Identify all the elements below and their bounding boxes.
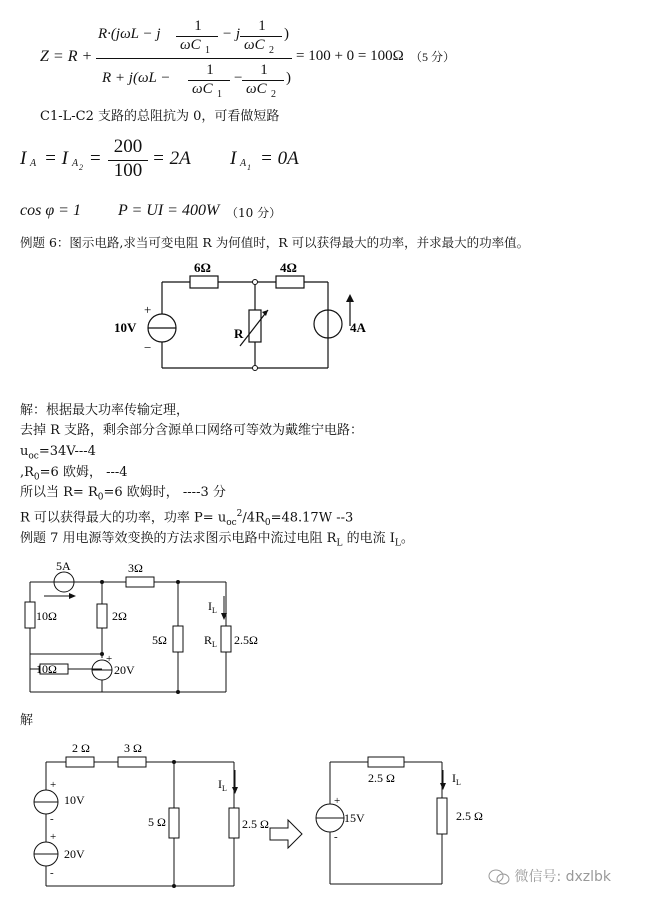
example6-question: 例题 6：图示电路,求当可变电阻 R 为何值时，R 可以获得最大的功率，并求最大的功率值。 <box>20 235 530 250</box>
resistor-6ohm <box>190 276 218 288</box>
current-denominator: 100 <box>113 160 143 181</box>
num-frac1-top: 1 <box>194 18 202 34</box>
label-5a: 5A <box>56 559 71 573</box>
svg-text:5 Ω: 5 Ω <box>148 815 166 829</box>
svg-text:−: − <box>144 340 152 355</box>
label-10ohm-b: 10Ω <box>36 662 57 676</box>
main-fraction-bar <box>96 58 292 59</box>
svg-text:2.5 Ω: 2.5 Ω <box>242 817 269 831</box>
impedance-equation: Z = R + R·(jωL − j 1 ωC 1 − j 1 ωC 2 ) R + j(ωL − 1 ωC 1 − 1 ωC 2 ) = 100 + 0 = 100Ω （5 分） <box>40 18 456 100</box>
label-3ohm: 3Ω <box>128 561 143 575</box>
wechat-icon <box>488 869 510 885</box>
label-20v: 20V <box>114 663 135 677</box>
short-circuit-note: C1-L-C2 支路的总阻抗为 0，可看做短路 <box>40 109 280 124</box>
example7-question: 例题 7 用电源等效变换的方法求图示电路中流过电阻 $R_L$ 的电流 $I_L$。 <box>20 531 414 549</box>
impedance-numerator: R·(jωL − j <box>98 26 161 42</box>
label-4ohm: 4Ω <box>280 260 297 275</box>
resistor-4ohm <box>276 276 304 288</box>
svg-text:+: + <box>334 795 341 807</box>
solution7-label: 解 <box>20 713 34 728</box>
sol-resistor-2.5ohm-series <box>368 757 404 767</box>
solution6-uoc: $u_{oc}=34V---4$ <box>20 444 96 462</box>
svg-text:-: - <box>50 813 54 825</box>
sol-resistor-2ohm <box>66 757 94 767</box>
label-5ohm: 5Ω <box>152 633 167 647</box>
svg-text:IL: $I_L$ <box>218 777 227 793</box>
example6-circuit <box>100 258 400 376</box>
label-2ohm: 2Ω <box>112 609 127 623</box>
sol-label-20v: 20V <box>64 847 85 861</box>
num-frac1-bot: ωC <box>180 37 201 53</box>
watermark: 微信号: dxzlbk <box>488 866 611 886</box>
svg-text:IL: $I_L$ <box>452 771 461 787</box>
current-numerator: 200 <box>113 136 143 157</box>
current-equation: I A = I A 2 = 200 100 = 2A I A 1 = 0A <box>20 136 299 181</box>
current-ia1-result: = 0A <box>260 148 299 169</box>
impedance-lhs: Z = R + <box>40 48 93 65</box>
solution6-r0: $,R_0=6$ 欧姆， ---4 <box>20 465 128 483</box>
impedance-denominator: R + j(ωL − <box>102 70 171 86</box>
label-2.5ohm: 2.5Ω <box>234 633 258 647</box>
power-value: P = UI = 400W <box>118 202 220 219</box>
svg-text:+: + <box>106 653 113 665</box>
svg-text:3 Ω: 3 Ω <box>124 742 142 755</box>
current-result: = 2A <box>152 148 191 169</box>
resistor-rl <box>221 626 231 652</box>
label-6ohm: 6Ω <box>194 260 211 275</box>
svg-text:2 Ω: 2 Ω <box>72 742 90 755</box>
sol-resistor-3ohm <box>118 757 146 767</box>
power-factor: cos φ = 1 <box>20 202 81 219</box>
label-10ohm-a: 10Ω <box>36 609 57 623</box>
solution6-when: 所以当 $R= R_0=6$ 欧姆时， ----3 分 <box>20 485 226 503</box>
impedance-score: （5 分） <box>410 50 456 64</box>
sol-label-10v: 10V <box>64 793 85 807</box>
sol-resistor-2.5ohm <box>229 808 239 838</box>
power-score: （10 分） <box>226 206 282 220</box>
solution6-line2: 去掉 R 支路，剩余部分含源单口网络可等效为戴维宁电路： <box>20 423 364 438</box>
label-rl: $R_L$ <box>204 633 217 649</box>
resistor-5ohm <box>173 626 183 652</box>
resistor-10ohm-a <box>25 602 35 628</box>
resistor-2ohm <box>97 604 107 628</box>
solution6-pmax: R 可以获得最大的功率，功率 $P= u_{oc}^2/4R_0=48.17W$ --3 <box>20 509 354 528</box>
impedance-result: = 100 + 0 = 100Ω <box>296 48 404 64</box>
svg-text:-: - <box>50 867 54 879</box>
label-r: R <box>234 326 244 341</box>
label-il: $I_L$ <box>208 599 217 615</box>
label-10v: 10V <box>114 320 137 335</box>
svg-text:2.5 Ω: 2.5 Ω <box>456 809 483 823</box>
solution6-line1: 解：根据最大功率传输定理， <box>20 403 190 418</box>
sol-label-15v: 15V <box>344 811 365 825</box>
resistor-3ohm <box>126 577 154 587</box>
equivalence-arrow <box>270 820 302 848</box>
sol-resistor-2.5ohm-load <box>437 798 447 834</box>
svg-text:2.5 Ω: 2.5 Ω <box>368 771 395 785</box>
svg-text:+: + <box>144 302 152 317</box>
sol-resistor-5ohm <box>169 808 179 838</box>
svg-text:+: + <box>50 779 57 791</box>
label-4a: 4A <box>350 320 366 335</box>
svg-text:+: + <box>50 831 57 843</box>
svg-text:-: - <box>334 831 338 843</box>
example7-circuit <box>10 558 300 698</box>
